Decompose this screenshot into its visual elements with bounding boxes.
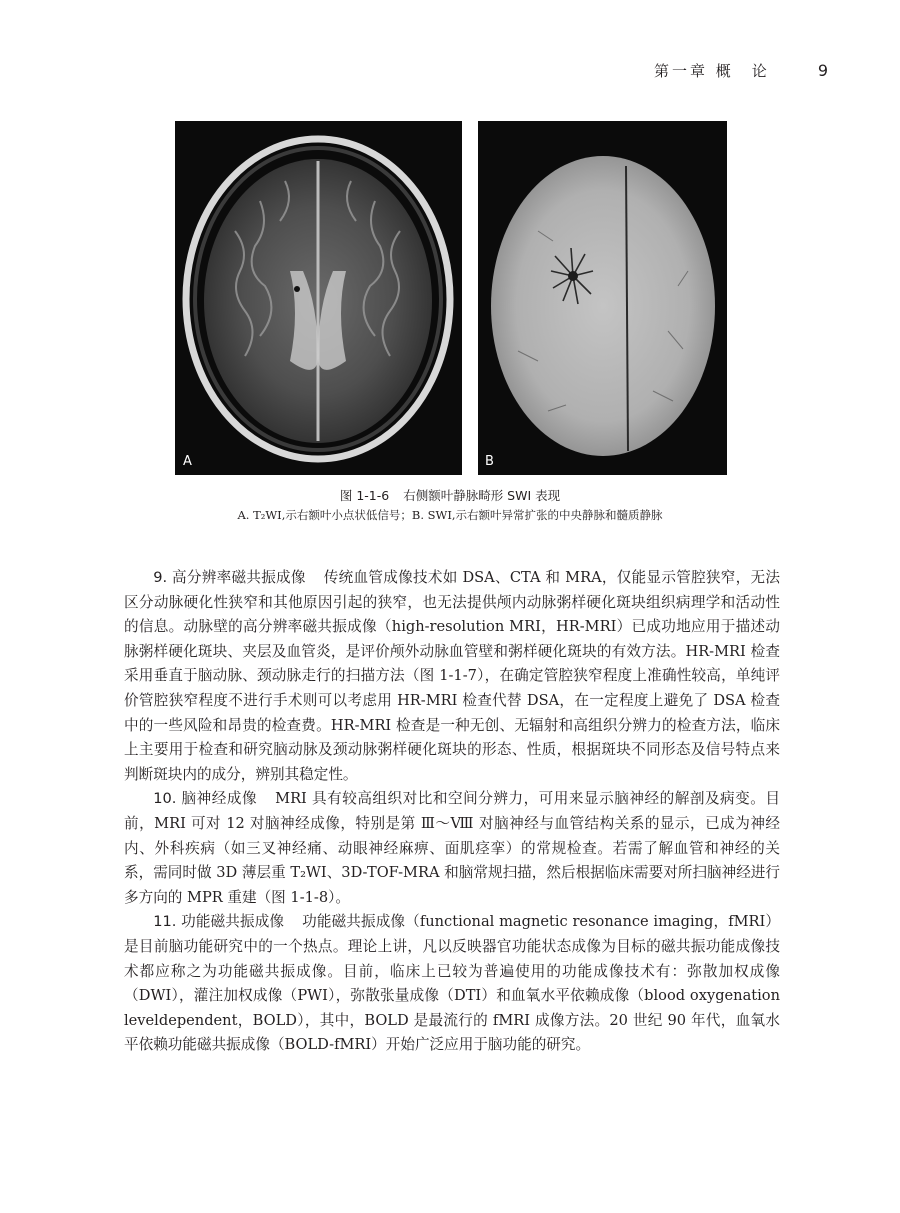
swi-brain-illustration: [478, 121, 727, 475]
figure-number: 图 1-1-6: [339, 488, 390, 503]
chapter-title: 第一章 概 论: [654, 62, 770, 80]
section-heading: 11. 功能磁共振成像: [153, 913, 285, 931]
mri-swi-image: [478, 121, 727, 475]
page-number: 9: [817, 61, 828, 80]
panel-b-label: B: [485, 454, 494, 469]
running-header: [654, 60, 828, 81]
panel-a-label: A: [183, 454, 192, 469]
section-heading: 10. 脑神经成像: [153, 790, 258, 808]
paragraph-fmri: [124, 910, 780, 1058]
paragraph-text: MRI 具有较高组织对比和空间分辨力，可用来显示脑神经的解剖及病变。目前，MRI 可对 12 对脑神经成像，特别是第 Ⅲ～Ⅷ 对脑神经与血管结构关系的显示，已成为神经内、外科疾病（如三叉神经痛、动眼神经麻痹、面肌痉挛）的常规检查。若需了解血管和神经的关系，需同时做 3D 薄层重 T₂WI、3D-TOF-MRA 和脑常规扫描，然后根据临床需要对所扫脑神经进行多方向的 MPR 重建（图 1-1-8）。: [124, 790, 780, 906]
paragraph-text: 功能磁共振成像（functional magnetic resonance imaging，fMRI）是目前脑功能研究中的一个热点。理论上讲，凡以反映器官功能状态成像为目标的磁共振功能成像技术都应称之为功能磁共振成像。目前，临床上已较为普遍使用的功能成像技术有：弥散加权成像（DWI），灌注加权成像（PWI），弥散张量成像（DTI）和血氧水平依赖成像（blood oxygenation leveldependent，BOLD），其中，BOLD 是最流行的 fMRI 成像方法。20 世纪 90 年代，血氧水平依赖功能磁共振成像（BOLD-fMRI）开始广泛应用于脑功能的研究。: [124, 913, 781, 1054]
figure-caption-description: A. T₂WI,示右额叶小点状低信号；B. SWI,示右额叶异常扩张的中央静脉和髓质静脉: [237, 508, 663, 522]
paragraph-text: 传统血管成像技术如 DSA、CTA 和 MRA，仅能显示管腔狭窄，无法区分动脉硬化性狭窄和其他原因引起的狭窄，也无法提供颅内动脉粥样硬化斑块组织病理学和活动性的信息。动脉壁的高分辨率磁共振成像（high-resolution MRI，HR-MRI）已成功地应用于描述动脉粥样硬化斑块、夹层及血管炎，是评价颅外动脉血管壁和粥样硬化斑块的有效方法。HR-MRI 检查采用垂直于脑动脉、颈动脉走行的扫描方法（图 1-1-7），在确定管腔狭窄程度上准确性较高，单纯评价管腔狭窄程度不进行手术则可以考虑用 HR-MRI 检查代替 DSA，在一定程度上避免了 DSA 检查中的一些风险和昂贵的检查费。HR-MRI 检查是一种无创、无辐射和高组织分辨力的检查方法，临床上主要用于检查和研究脑动脉及颈动脉粥样硬化斑块的形态、性质，根据斑块不同形态及信号特点来判断斑块内的成分，辨别其稳定性。: [124, 569, 780, 783]
t2wi-brain-illustration: [175, 121, 462, 475]
paragraph-cranial-nerve: [124, 787, 780, 910]
paragraph-hr-mri: [124, 566, 780, 787]
figure-caption-title: [0, 486, 900, 504]
body-text: [124, 566, 780, 1058]
figure-1-1-6: [175, 121, 727, 475]
mri-t2wi-image: [175, 121, 462, 475]
figure-title: 右侧额叶静脉畸形 SWI 表现: [403, 488, 561, 503]
section-heading: 9. 高分辨率磁共振成像: [153, 569, 306, 586]
